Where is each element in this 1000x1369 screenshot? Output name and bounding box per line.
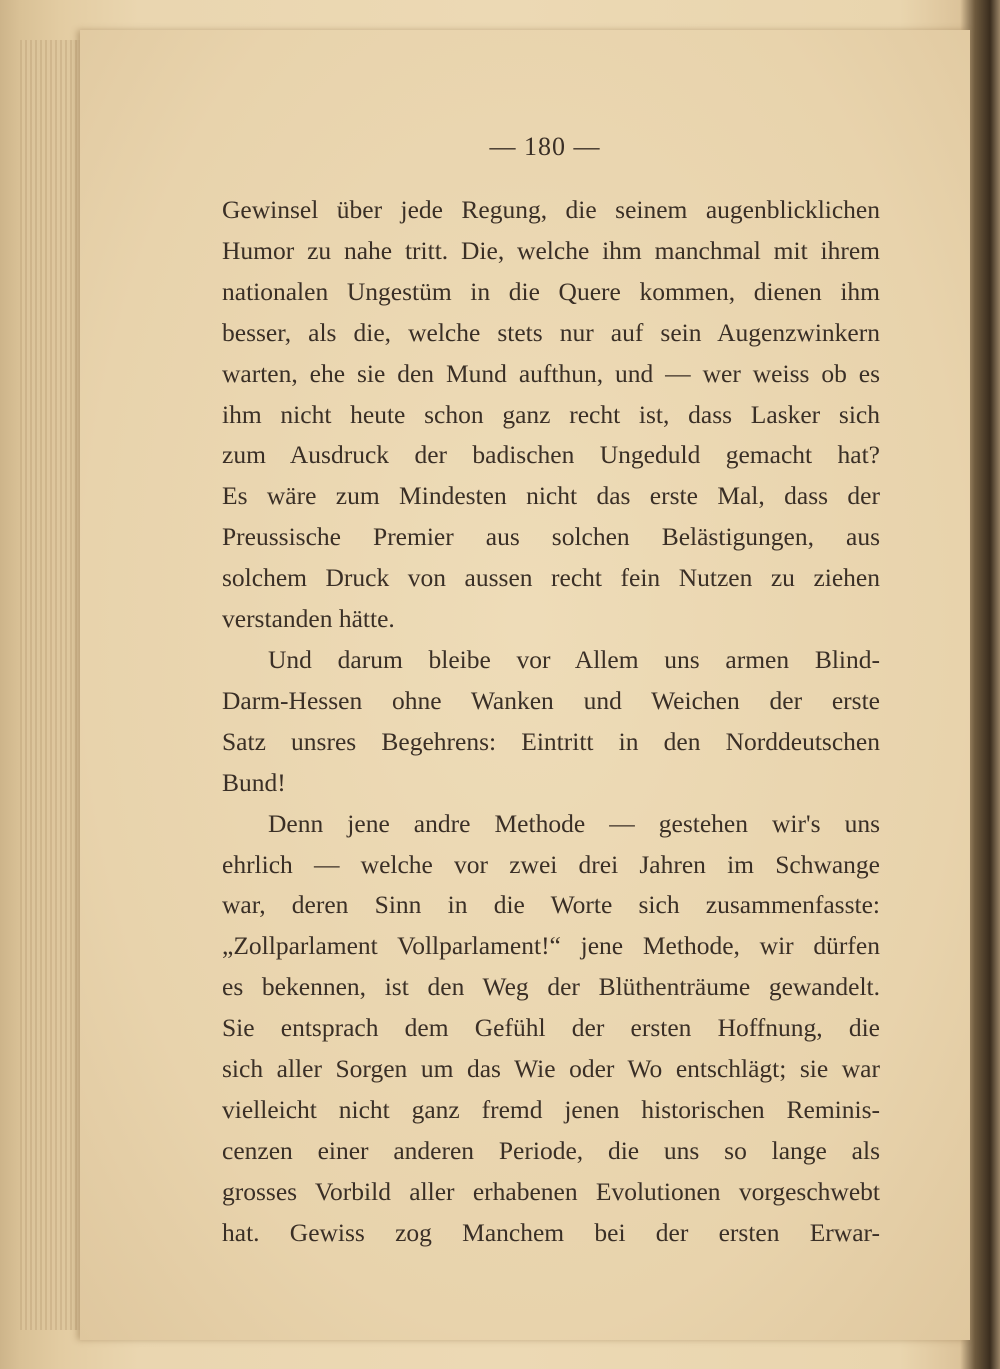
- text-line: Es wäre zum Mindesten nicht das erste Mal, dass der: [222, 481, 880, 511]
- text-line: war, deren Sinn in die Worte sich zusammenfasste:: [222, 890, 880, 920]
- text-line: es bekennen, ist den Weg der Blüthenträume gewandelt.: [222, 972, 880, 1002]
- text-line: nationalen Ungestüm in die Quere kommen, dienen ihm: [222, 276, 880, 306]
- text-line: besser, als die, welche stets nur auf sein Augenzwinkern: [222, 317, 880, 347]
- text-line: „Zollparlament Vollparlament!“ jene Methode, wir dürfen: [222, 931, 880, 961]
- page-stack-edge: [20, 40, 80, 1330]
- body-text: [222, 190, 880, 1254]
- text-line: solchem Druck von aussen recht fein Nutzen zu ziehen: [222, 563, 880, 593]
- text-line: sich aller Sorgen um das Wie oder Wo entschlägt; sie war: [222, 1054, 880, 1084]
- text-line: vielleicht nicht ganz fremd jenen historischen Reminis-: [222, 1094, 880, 1124]
- text-line: ihm nicht heute schon ganz recht ist, dass Lasker sich: [222, 399, 880, 429]
- text-line: ehrlich — welche vor zwei drei Jahren im Schwange: [222, 849, 880, 879]
- text-line: cenzen einer anderen Periode, die uns so lange als: [222, 1135, 880, 1165]
- text-line: Darm-Hessen ohne Wanken und Weichen der erste: [222, 685, 880, 715]
- text-line: Preussische Premier aus solchen Belästigungen, aus: [222, 522, 880, 552]
- page-number: — 180 —: [489, 132, 601, 161]
- text-line: warten, ehe sie den Mund aufthun, und — wer weiss ob es: [222, 358, 880, 388]
- text-line: Und darum bleibe vor Allem uns armen Blind-: [268, 644, 880, 674]
- text-line: Humor zu nahe tritt. Die, welche ihm manchmal mit ihrem: [222, 235, 880, 265]
- text-line: verstanden hätte.: [222, 604, 395, 634]
- text-line: Gewinsel über jede Regung, die seinem augenblicklichen: [222, 195, 880, 224]
- text-line: hat. Gewiss zog Manchem bei der ersten Erwar-: [222, 1217, 880, 1247]
- text-line: Bund!: [222, 767, 286, 797]
- text-line: Sie entsprach dem Gefühl der ersten Hoffnung, die: [222, 1013, 880, 1043]
- text-line: Denn jene andre Methode — gestehen wir's uns: [268, 808, 880, 838]
- text-line: zum Ausdruck der badischen Ungeduld gemacht hat?: [222, 440, 880, 470]
- text-line: grosses Vorbild aller erhabenen Evolutionen vorgeschwebt: [222, 1176, 880, 1206]
- text-line: Satz unsres Begehrens: Eintritt in den Norddeutschen: [222, 726, 880, 756]
